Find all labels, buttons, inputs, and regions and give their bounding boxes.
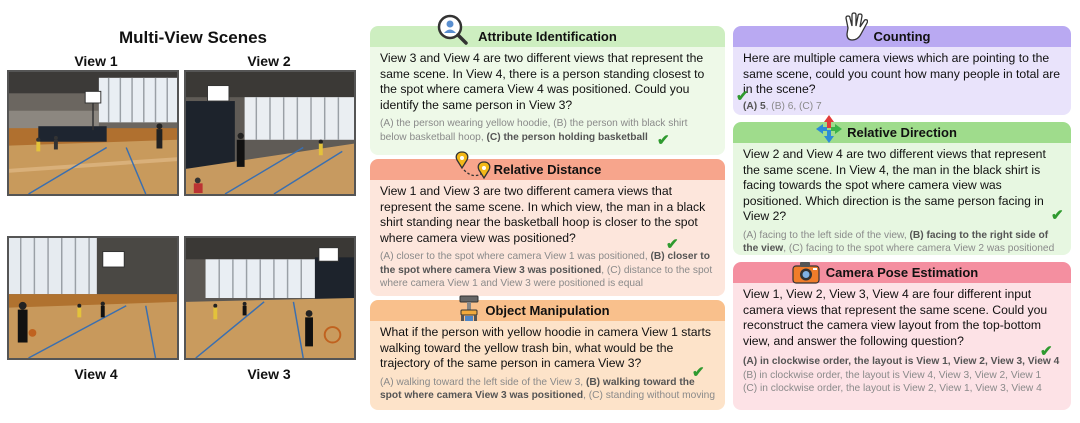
- counting-question: Here are multiple camera views which are pointing to the same scene, could you count how many people in total are in the scene?: [743, 51, 1061, 96]
- counting-option-rest: , (B) 6, (C) 7: [765, 100, 822, 112]
- distance-option-correct: (B) closer to the spot where camera View 3 was positioned: [380, 251, 710, 276]
- robot-arm-icon: [456, 294, 482, 322]
- direction-option-a: (A) facing to the left side of the view,: [743, 229, 910, 241]
- pose-option-c: (C) in clockwise order, the layout is View 2, View 1, View 3, View 4: [743, 383, 1042, 394]
- relative-distance-header: [370, 159, 725, 180]
- attribute-identification-header: [370, 26, 725, 47]
- view-2-image: [184, 70, 356, 196]
- distance-option-a: (A) closer to the spot where camera View 1 was positioned,: [380, 251, 651, 262]
- attribute-identification-card: [370, 26, 725, 155]
- relative-direction-header: [733, 122, 1071, 143]
- manipulation-option-correct: (B) walking toward the spot where camera View 3 was positioned: [380, 376, 695, 401]
- magnifier-person-icon: [436, 13, 468, 45]
- camera-pose-header: [733, 262, 1071, 283]
- attribute-option-correct: (C) the person holding basketball: [486, 131, 648, 143]
- camera-pose-card: [733, 262, 1071, 410]
- object-manipulation-title: Object Manipulation: [485, 303, 610, 318]
- view-1-label: View 1: [74, 53, 118, 69]
- manipulation-option-a: (A) walking toward the left side of the View 3,: [380, 376, 586, 388]
- view-4-label: View 4: [74, 366, 118, 382]
- object-manipulation-header: [370, 300, 725, 321]
- pose-option-b: (B) in clockwise order, the layout is View 4, View 3, View 2, View 1: [743, 369, 1042, 381]
- check-icon: ✔: [1051, 207, 1064, 224]
- counting-title: Counting: [873, 29, 931, 44]
- direction-option-correct: (B) facing to the right side of the view: [743, 229, 1049, 254]
- check-icon: ✔: [666, 236, 679, 253]
- relative-direction-options: [733, 225, 1071, 256]
- manipulation-option-c: , (C) standing without moving: [583, 390, 716, 401]
- object-manipulation-options: [370, 372, 725, 403]
- scenes-title: Multi-View Scenes: [118, 28, 267, 47]
- view-3-label: View 3: [247, 366, 291, 382]
- attribute-identification-options: [370, 113, 725, 144]
- check-icon: ✔: [692, 364, 705, 381]
- check-icon: ✔: [736, 88, 749, 105]
- camera-pose-question: View 1, View 2, View 3, View 4 are four different input camera views that represent the same scene. Could you reconstruct the camera view layout from the top-bottom view, and answer the following question?: [743, 287, 1048, 348]
- view-4-image: [7, 236, 179, 360]
- counting-options: [733, 98, 1071, 114]
- direction-arrows-icon: [815, 114, 843, 144]
- pose-option-correct: (A) in clockwise order, the layout is View 1, View 2, View 3, View 4: [743, 356, 1060, 367]
- relative-distance-card: [370, 159, 725, 296]
- camera-pose-options: [733, 349, 1071, 396]
- counting-option-correct: (A) 5: [743, 100, 766, 112]
- relative-direction-title: Relative Direction: [847, 125, 957, 140]
- check-icon: ✔: [657, 132, 670, 149]
- attribute-identification-title: Attribute Identification: [478, 29, 617, 44]
- view-1-image: [7, 70, 179, 196]
- camera-icon: [792, 261, 820, 285]
- map-pin-route-icon: [454, 150, 494, 184]
- counting-card: [733, 26, 1071, 115]
- object-manipulation-card: [370, 300, 725, 410]
- view-2-label: View 2: [247, 53, 291, 69]
- relative-distance-title: Relative Distance: [493, 162, 602, 177]
- hand-counting-icon: [842, 12, 868, 42]
- direction-option-c: , (C) facing to the spot where camera View 2 was positioned: [783, 243, 1055, 254]
- counting-header: [733, 26, 1071, 47]
- attribute-option-plain: (A) the person wearing yellow hoodie, (B) the person with black shirt below basketball hoop,: [380, 118, 688, 143]
- relative-direction-card: [733, 122, 1071, 255]
- view-3-image: [184, 236, 356, 360]
- check-icon: ✔: [1040, 343, 1053, 360]
- relative-distance-question: View 1 and View 3 are two different camera views that represent the same scene. In which view, the man in a black shirt standing near the basketball hoop is closer to the spot where camera view was positioned?: [380, 184, 706, 245]
- distance-option-c: , (C) distance to the spot where camera View 1 and View 3 were positioned is equal: [380, 264, 713, 289]
- attribute-identification-question: View 3 and View 4 are two different views that represent the same scene. In View 4, there is a person standing closest to the spot where camera View 4 was positioned. Could you identify the same person in View 3?: [380, 51, 705, 112]
- relative-direction-question: View 2 and View 4 are two different views that represent the same scene. In View 4, the man in the black shirt is facing towards the spot where camera view was positioned. Which direction is the same person facing in View 2?: [743, 147, 1046, 223]
- object-manipulation-question: What if the person with yellow hoodie in camera View 1 starts walking toward the yellow trash bin, what would be the trajectory of the same person in camera View 3?: [380, 325, 712, 370]
- camera-pose-title: Camera Pose Estimation: [825, 265, 979, 280]
